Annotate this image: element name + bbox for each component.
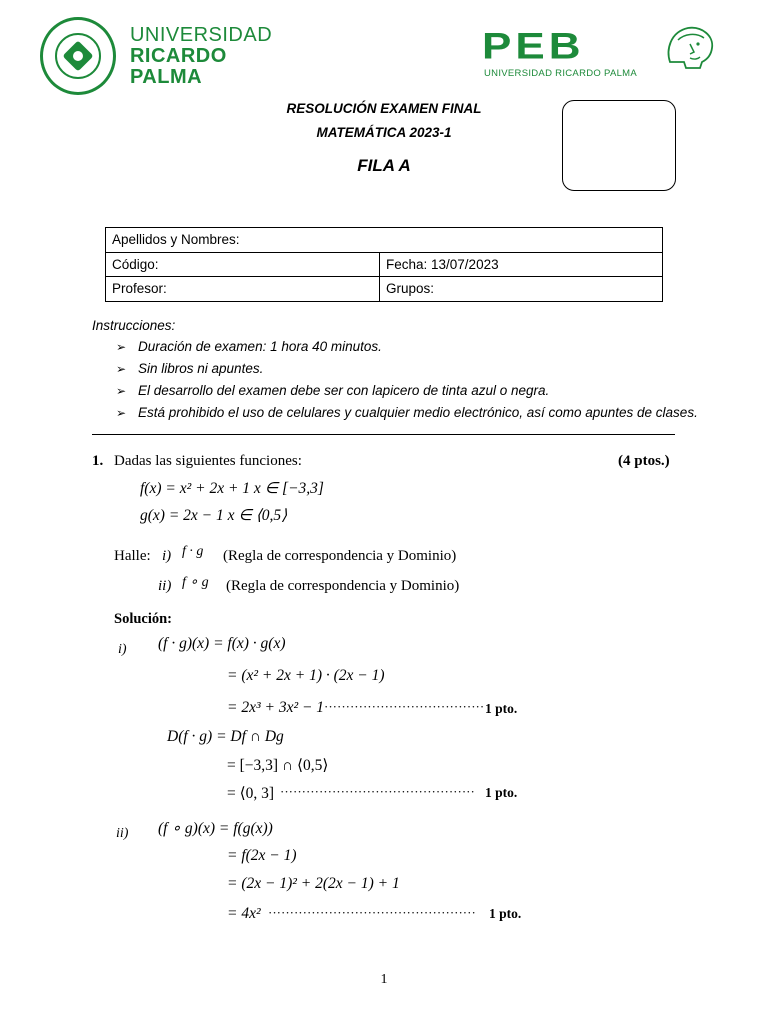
sol-ii-line4: = 4x²: [227, 905, 261, 922]
student-info-table: [105, 227, 663, 302]
code-field[interactable]: Código:: [106, 252, 380, 277]
sol-i-line1: (f · g)(x) = f(x) · g(x): [158, 635, 286, 652]
dot-leader: ················································: [268, 905, 476, 920]
groups-field[interactable]: Grupos:: [380, 277, 663, 302]
list-item: ➢ Duración de examen: 1 hora 40 minutos.: [116, 336, 698, 358]
professor-field[interactable]: Profesor:: [106, 277, 380, 302]
logo-line2: RICARDO PALMA: [129, 44, 227, 88]
part-i-label: i): [162, 548, 172, 564]
sol-ii-line2: = f(2x − 1): [227, 847, 297, 864]
find-label: Halle:: [114, 548, 151, 564]
question-text: Dadas las siguientes funciones:: [114, 453, 302, 469]
sol-i-points-2: 1 pto.: [485, 785, 518, 800]
exam-title: RESOLUCIÓN EXAMEN FINAL: [286, 101, 482, 116]
photo-box: [562, 100, 676, 191]
sol-i-line4: D(f · g) = Df ∩ Dg: [167, 728, 284, 745]
g-definition: g(x) = 2x − 1 x ∈ ⟨0,5⟩: [140, 507, 288, 524]
list-item: ➢ Sin libros ni apuntes.: [116, 358, 698, 380]
sol-i-label: i): [118, 642, 127, 657]
sol-ii-line1: (f ∘ g)(x) = f(g(x)): [158, 820, 273, 837]
dot-leader: ·············································: [280, 784, 475, 799]
sol-i-line3: = 2x³ + 3x² − 1: [227, 699, 325, 716]
sol-ii-points: 1 pto.: [489, 906, 522, 921]
urp-logo: [40, 16, 300, 96]
founder-portrait-icon: [660, 22, 718, 72]
date-field[interactable]: Fecha: 13/07/2023: [380, 252, 663, 277]
sol-ii-label: ii): [116, 826, 129, 841]
part-i-desc: (Regla de correspondencia y Dominio): [223, 548, 457, 564]
arrow-bullet-icon: ➢: [116, 384, 127, 398]
question-number: 1.: [92, 453, 104, 469]
list-item: ➢ El desarrollo del examen debe ser con lapicero de tinta azul o negra.: [116, 380, 698, 402]
page-number: 1: [380, 972, 388, 987]
arrow-bullet-icon: ➢: [116, 406, 127, 420]
peb-logo-subtitle: UNIVERSIDAD RICARDO PALMA: [484, 68, 638, 79]
instructions-list: [116, 336, 698, 424]
peb-logo-text: PEB: [482, 25, 585, 68]
part-ii-label: ii): [158, 578, 172, 594]
names-field[interactable]: Apellidos y Nombres:: [106, 228, 663, 253]
dot-leader: ·····································: [324, 699, 485, 714]
part-i-expr: f · g: [182, 544, 204, 559]
divider: [92, 434, 675, 435]
exam-row: FILA A: [357, 156, 411, 175]
course-title: MATEMÁTICA 2023-1: [316, 125, 452, 140]
sol-i-line6: = ⟨0, 3]: [227, 785, 275, 802]
sol-i-line2: = (x² + 2x + 1) · (2x − 1): [227, 667, 385, 684]
peb-logo: [482, 20, 722, 82]
f-definition: f(x) = x² + 2x + 1 x ∈ [−3,3]: [140, 480, 324, 497]
part-ii-desc: (Regla de correspondencia y Dominio): [226, 578, 460, 594]
sol-i-points-1: 1 pto.: [485, 701, 518, 716]
sol-ii-line3: = (2x − 1)² + 2(2x − 1) + 1: [227, 875, 400, 892]
list-item: ➢ Está prohibido el uso de celulares y cualquier medio electrónico, así como apuntes de clases.: [116, 402, 698, 424]
logo-line1: UNIVERSIDAD: [129, 23, 273, 46]
question-points: (4 ptos.): [618, 453, 670, 469]
arrow-bullet-icon: ➢: [116, 340, 127, 354]
part-ii-expr: f ∘ g: [182, 575, 209, 590]
instructions-title: Instrucciones:: [92, 318, 176, 333]
arrow-bullet-icon: ➢: [116, 362, 127, 376]
solution-label: Solución:: [114, 611, 173, 627]
sol-i-line5: = [−3,3] ∩ ⟨0,5⟩: [227, 757, 329, 774]
university-seal: [40, 17, 116, 95]
